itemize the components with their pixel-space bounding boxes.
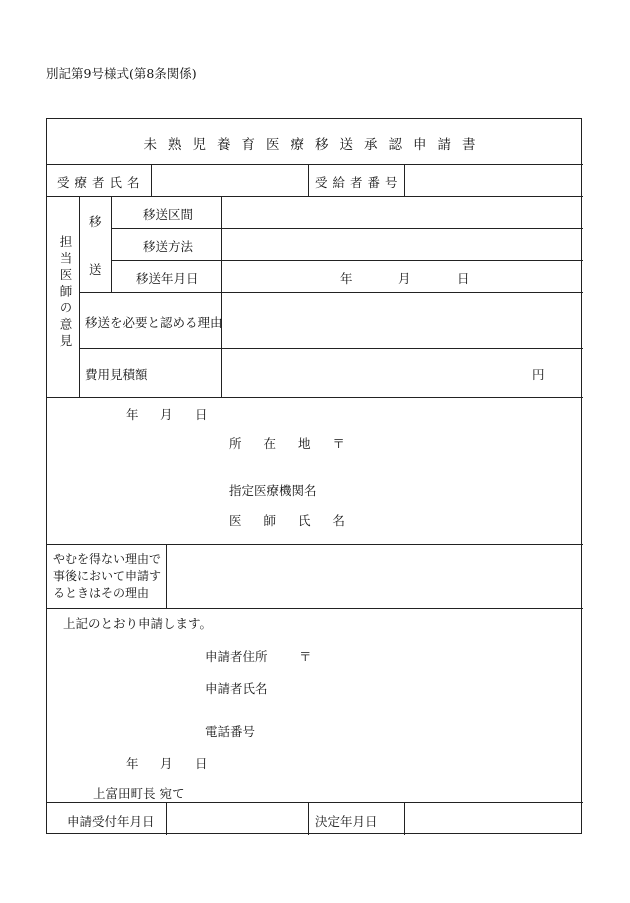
rule bbox=[47, 196, 583, 197]
applicant-address-input[interactable] bbox=[315, 645, 575, 660]
applicant-name-label: 申請者氏名 bbox=[205, 681, 268, 696]
transfer-date-label: 移送年月日 bbox=[136, 271, 199, 286]
transfer-method-input[interactable] bbox=[227, 235, 575, 250]
rule bbox=[308, 802, 309, 835]
institution-date-year: 年 bbox=[126, 407, 139, 422]
transfer-group-label-bottom: 送 bbox=[89, 262, 102, 277]
rule bbox=[47, 397, 583, 398]
institution-date-day: 日 bbox=[195, 407, 208, 422]
rule bbox=[308, 164, 309, 196]
rule bbox=[221, 196, 222, 397]
transfer-group-label-top: 移 bbox=[89, 214, 102, 229]
recipient-number-input[interactable] bbox=[411, 171, 576, 186]
rule bbox=[79, 348, 583, 349]
received-date-input[interactable] bbox=[173, 810, 301, 825]
recipient-number-label: 受給者番号 bbox=[315, 175, 403, 190]
application-date-year: 年 bbox=[126, 756, 139, 771]
rule bbox=[404, 164, 405, 196]
application-form bbox=[46, 118, 582, 834]
institution-address-label: 所 在 地 〒 bbox=[229, 436, 354, 451]
doctor-opinion-label: 担当医師の意見 bbox=[58, 235, 73, 351]
rule bbox=[111, 260, 583, 261]
rule bbox=[166, 802, 167, 835]
application-date-day: 日 bbox=[195, 756, 208, 771]
transfer-section-label: 移送区間 bbox=[143, 207, 194, 222]
rule bbox=[111, 228, 583, 229]
transfer-date-day: 日 bbox=[457, 271, 470, 286]
decided-date-label: 決定年月日 bbox=[315, 814, 378, 829]
rule bbox=[151, 164, 152, 196]
rule bbox=[79, 196, 80, 397]
rule bbox=[79, 292, 583, 293]
rule bbox=[47, 164, 583, 165]
application-date-month: 月 bbox=[160, 756, 173, 771]
applicant-address-label: 申請者住所 bbox=[205, 649, 268, 664]
received-date-label: 申請受付年月日 bbox=[67, 814, 155, 829]
applicant-phone-label: 電話番号 bbox=[205, 724, 256, 739]
rule bbox=[111, 196, 112, 292]
late-reason-input[interactable] bbox=[173, 568, 575, 583]
applicant-name-input[interactable] bbox=[287, 677, 575, 692]
rule bbox=[404, 802, 405, 835]
transfer-section-input[interactable] bbox=[227, 203, 575, 218]
applicant-postal-mark: 〒 bbox=[299, 649, 312, 664]
transfer-method-label: 移送方法 bbox=[143, 239, 194, 254]
form-reference: 別記第9号様式(第8条関係) bbox=[46, 66, 197, 81]
cost-unit: 円 bbox=[532, 367, 545, 382]
form-title: 未熟児養育医療移送承認申請書 bbox=[143, 137, 487, 153]
patient-name-input[interactable] bbox=[157, 171, 302, 186]
institution-name-label: 指定医療機関名 bbox=[229, 483, 317, 498]
transfer-date-year: 年 bbox=[340, 271, 353, 286]
patient-name-label: 受療者氏名 bbox=[57, 175, 145, 190]
late-reason-label: やむを得ない理由で 事後において申請す るときはその理由 bbox=[53, 552, 162, 600]
transfer-reason-input[interactable] bbox=[227, 311, 575, 326]
decided-date-input[interactable] bbox=[411, 810, 576, 825]
rule bbox=[47, 544, 583, 545]
addressee: 上富田町長 宛て bbox=[93, 786, 185, 801]
rule bbox=[166, 544, 167, 608]
cost-estimate-label: 費用見積額 bbox=[85, 367, 148, 382]
transfer-date-month: 月 bbox=[398, 271, 411, 286]
applicant-phone-input[interactable] bbox=[269, 720, 575, 735]
transfer-reason-label: 移送を必要と認める理由 bbox=[85, 315, 223, 330]
cost-estimate-input[interactable] bbox=[227, 363, 527, 378]
rule bbox=[47, 608, 583, 609]
doctor-name-label: 医 師 氏 名 bbox=[229, 513, 354, 528]
institution-date-month: 月 bbox=[160, 407, 173, 422]
application-statement: 上記のとおり申請します。 bbox=[63, 616, 213, 631]
rule bbox=[47, 802, 583, 803]
